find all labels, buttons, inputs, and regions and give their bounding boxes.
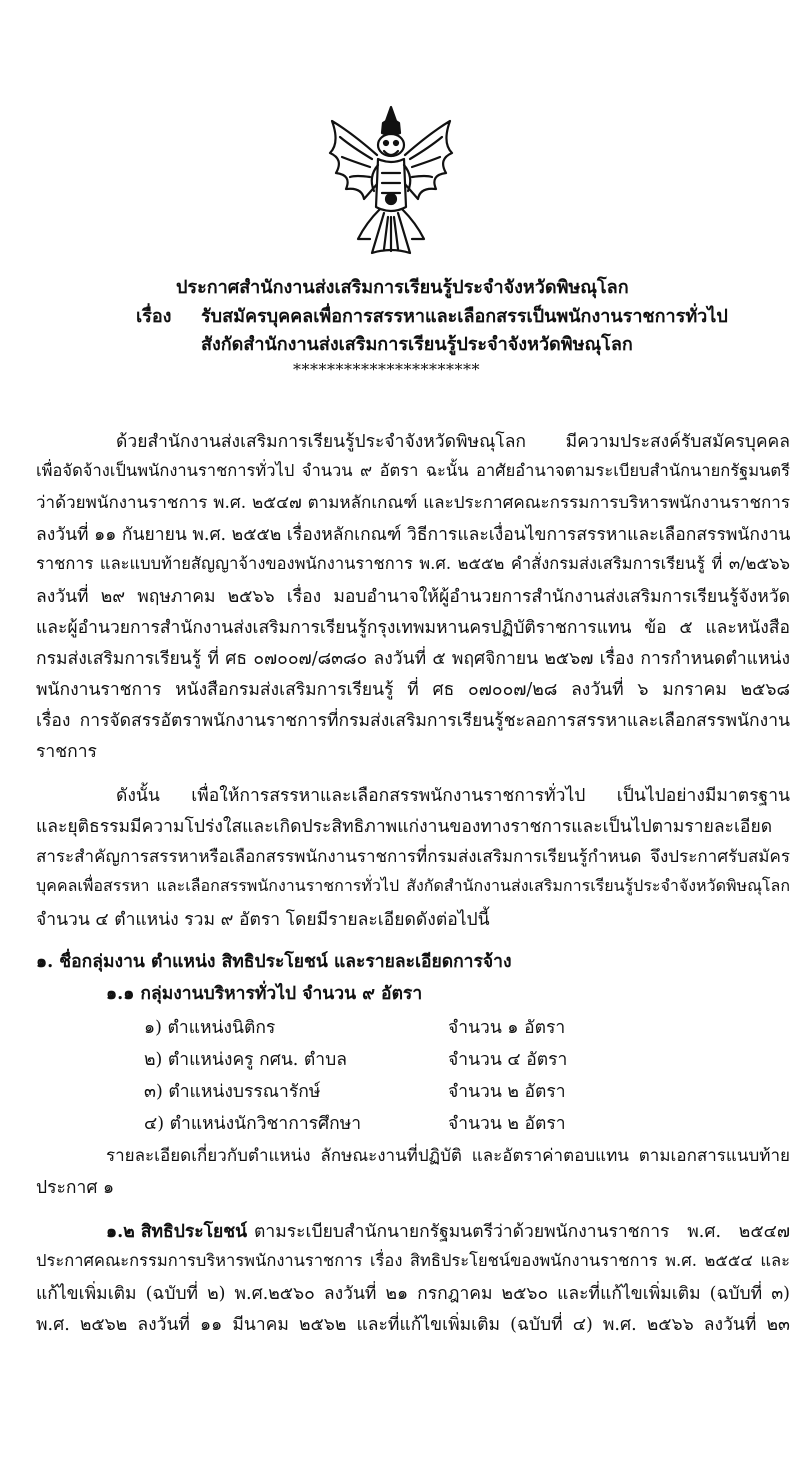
section1-heading: ๑. ชื่อกลุ่มงาน ตำแหน่ง สิทธิประโยชน์ และรายละเอียดการจ้าง [36, 952, 512, 972]
benefits-line: แก้ไขเพิ่มเติม (ฉบับที่ ๒) พ.ศ.๒๕๖๐ ลงวันที่ ๒๑ กรกฎาคม ๒๕๖๐ และที่แก้ไขเพิ่มเติม (ฉบับที่ ๓) [36, 1284, 790, 1304]
announcement-title: ประกาศสำนักงานส่งเสริมการเรียนรู้ประจำจังหวัดพิษณุโลก [176, 277, 629, 298]
position-count: จำนวน ๒ อัตรา [448, 1082, 566, 1102]
para2-line: จำนวน ๔ ตำแหน่ง รวม ๙ อัตรา โดยมีรายละเอียดดังต่อไปนี้ [36, 910, 490, 930]
para1-line: ด้วยสำนักงานส่งเสริมการเรียนรู้ประจำจังหวัดพิษณุโลก มีความประสงค์รับสมัครบุคคล [116, 432, 790, 452]
para1-line: ราชการ และแบบท้ายสัญญาจ้างของพนักงานราชการ พ.ศ. ๒๕๕๒ คำสั่งกรมส่งเสริมการเรียนรู้ ที่ ๓/๒๕๖๖ [36, 554, 790, 573]
position-label: ๔) ตำแหน่งนักวิชาการศึกษา [144, 1114, 362, 1134]
position-label: ๓) ตำแหน่งบรรณารักษ์ [144, 1082, 321, 1102]
section1-2-heading: ๑.๒ สิทธิประโยชน์ [106, 1222, 248, 1242]
subject-label: เรื่อง [136, 306, 172, 327]
para1-line: พนักงานราชการ หนังสือกรมส่งเสริมการเรียนรู้ ที่ ศธ ๐๗๐๐๗/๒๘ ลงวันที่ ๖ มกราคม ๒๕๖๘ [36, 680, 790, 700]
position-label: ๑) ตำแหน่งนิติกร [144, 1018, 276, 1038]
para1-line: เพื่อจัดจ้างเป็นพนักงานราชการทั่วไป จำนวน ๙ อัตรา ฉะนั้น อาศัยอำนาจตามระเบียบสำนักนายกรัฐมนตรี [36, 461, 790, 480]
position-count: จำนวน ๑ อัตรา [448, 1018, 566, 1038]
para2-line: และยุติธรรมมีความโปร่งใสและเกิดประสิทธิภาพแก่งานของทางราชการและเป็นไปตามรายละเอียด [36, 817, 773, 837]
para1-line: เรื่อง การจัดสรรอัตราพนักงานราชการที่กรมส่งเสริมการเรียนรู้ชะลอการสรรหาและเลือกสรรพนักงาน [36, 711, 790, 731]
para2-line: บุคคลเพื่อสรรหา และเลือกสรรพนักงานราชการทั่วไป สังกัดสำนักงานส่งเสริมการเรียนรู้ประจำจังหวัดพิษณุโลก [36, 876, 790, 895]
para1-line: กรมส่งเสริมการเรียนรู้ ที่ ศธ ๐๗๐๐๗/๘๓๘๐ ลงวันที่ ๕ พฤศจิกายน ๒๕๖๗ เรื่อง การกำหนดตำแหน่ง [36, 649, 790, 669]
position-count: จำนวน ๔ อัตรา [448, 1050, 568, 1070]
para2-line: สาระสำคัญการสรรหาหรือเลือกสรรพนักงานราชการที่กรมส่งเสริมการเรียนรู้กำหนด จึงประกาศรับสมัคร [36, 847, 790, 867]
garuda-emblem-icon [322, 103, 460, 263]
subject-line-2: สังกัดสำนักงานส่งเสริมการเรียนรู้ประจำจังหวัดพิษณุโลก [201, 334, 633, 355]
para1-line: ลงวันที่ ๑๑ กันยายน พ.ศ. ๒๕๕๒ เรื่องหลักเกณฑ์ วิธีการและเงื่อนไขการสรรหาและเลือกสรรพนักงาน [36, 525, 791, 545]
para2-line: ดังนั้น เพื่อให้การสรรหาและเลือกสรรพนักงานราชการทั่วไป เป็นไปอย่างมีมาตรฐาน [116, 786, 790, 806]
benefits-line: ตามระเบียบสำนักนายกรัฐมนตรีว่าด้วยพนักงานราชการ พ.ศ. ๒๕๔๗ [254, 1222, 790, 1242]
header-separator: ********************** [293, 360, 480, 379]
benefits-line: ประกาศคณะกรรมการบริหารพนักงานราชการ เรื่อง สิทธิประโยชน์ของพนักงานราชการ พ.ศ. ๒๕๕๔ และ [36, 1251, 790, 1270]
benefits-line: พ.ศ. ๒๕๖๒ ลงวันที่ ๑๑ มีนาคม ๒๕๖๒ และที่แก้ไขเพิ่มเติม (ฉบับที่ ๔) พ.ศ. ๒๕๖๖ ลงวันที่ ๒๓ [36, 1315, 790, 1335]
subject-line-1: รับสมัครบุคคลเพื่อการสรรหาและเลือกสรรเป็นพนักงานราชการทั่วไป [201, 306, 728, 327]
position-label: ๒) ตำแหน่งครู กศน. ตำบล [144, 1050, 347, 1070]
para1-line: และผู้อำนวยการสำนักงานส่งเสริมการเรียนรู้กรุงเทพมหานครปฏิบัติราชการแทน ข้อ ๕ และหนังสือ [36, 618, 790, 638]
para1-line: ว่าด้วยพนักงานราชการ พ.ศ. ๒๕๔๗ ตามหลักเกณฑ์ และประกาศคณะกรรมการบริหารพนักงานราชการ [36, 493, 790, 513]
position-count: จำนวน ๒ อัตรา [448, 1114, 566, 1134]
para1-line: ลงวันที่ ๒๙ พฤษภาคม ๒๕๖๖ เรื่อง มอบอำนาจให้ผู้อำนวยการสำนักงานส่งเสริมการเรียนรู้จังหวัด [36, 587, 790, 607]
position-detail-line: ประกาศ ๑ [36, 1178, 115, 1198]
position-detail-line: รายละเอียดเกี่ยวกับตำแหน่ง ลักษณะงานที่ปฏิบัติ และอัตราค่าตอบแทน ตามเอกสารแนบท้าย [106, 1146, 790, 1166]
section1-1-heading: ๑.๑ กลุ่มงานบริหารทั่วไป จำนวน ๙ อัตรา [106, 984, 423, 1004]
para1-line: ราชการ [36, 742, 97, 762]
